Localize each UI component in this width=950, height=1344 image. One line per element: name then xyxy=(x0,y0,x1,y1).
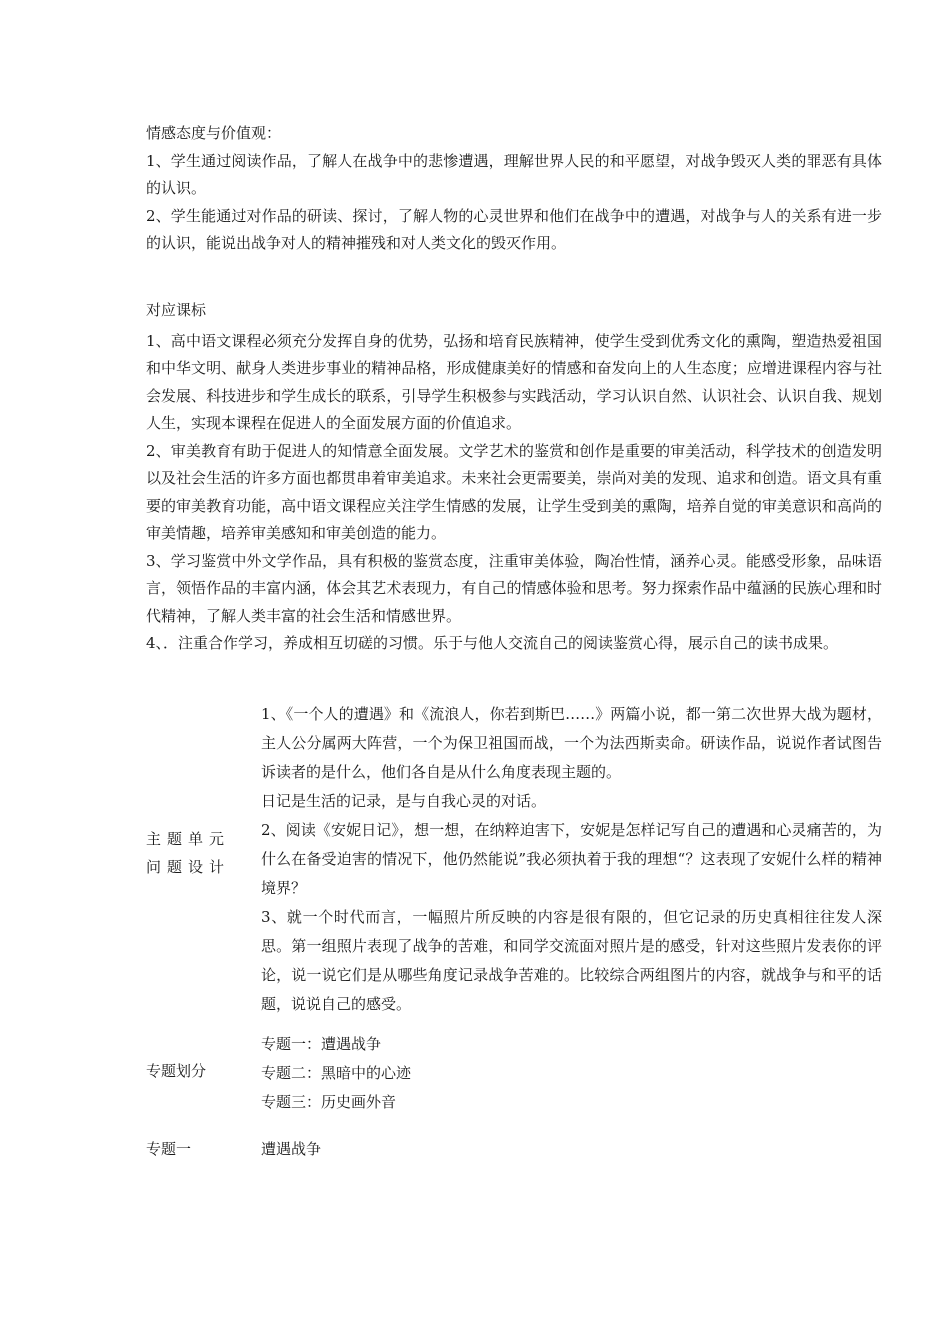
emotion-section xyxy=(146,120,882,258)
topic-item-1: 专题一：遭遇战争 xyxy=(261,1035,382,1053)
standards-item-2: 2、审美教育有助于促进人的知情意全面发展。文学艺术的鉴赏和创作是重要的审美活动，科学技术的创造发明以及社会生活的许多方面也都贯串着审美追求。未来社会更需要美，崇尚对美的发现、追求和创造。语文具有重要的审美教育功能，高中语文课程应关注学生情感的发展，让学生受到美的熏陶，培养自觉的审美意识和高尚的审美情趣，培养审美感知和审美创造的能力。 xyxy=(146,441,882,542)
topic-one-label: 专题一 xyxy=(146,1140,192,1158)
standards-section xyxy=(146,297,882,658)
diary-note: 日记是生活的记录，是与自我心灵的对话。 xyxy=(261,792,547,810)
topic-item-2: 专题二：黑暗中的心迹 xyxy=(261,1064,412,1082)
emotion-item-1: 1、学生通过阅读作品，了解人在战争中的悲惨遭遇，理解世界人民的和平愿望，对战争毁灭人类的罪恶有具体的认识。 xyxy=(146,151,882,197)
question-item-2: 2、阅读《安妮日记》，想一想，在纳粹迫害下，安妮是怎样记写自己的遭遇和心灵痛苦的，为什么在备受迫害的情况下，他仍然能说”我必须执着于我的理想“？这表现了安妮什么样的精神境界？ xyxy=(261,821,882,897)
unit-questions-content xyxy=(261,700,882,1019)
topic-division-label: 专题划分 xyxy=(146,1062,207,1080)
standards-item-4: 4、．注重合作学习，养成相互切磋的习惯。乐于与他人交流自己的阅读鉴赏心得，展示自己的读书成果。 xyxy=(146,634,839,652)
standards-heading: 对应课标 xyxy=(146,301,207,319)
question-item-3: 3、就一个时代而言，一幅照片所反映的内容是很有限的，但它记录的历史真相往往发人深思。第一组照片表现了战争的苦难，和同学交流面对照片是的感受，针对这些照片发表你的评论，说一说它们是从哪些角度记录战争苦难的。比较综合两组图片的内容，就战争与和平的话题，说说自己的感受。 xyxy=(261,908,882,1013)
topic-one-value: 遭遇战争 xyxy=(261,1140,322,1158)
question-item-1: 1、《一个人的遭遇》和《流浪人，你若到斯巴……》两篇小说，都一第二次世界大战为题材，主人公分属两大阵营，一个为保卫祖国而战，一个为法西斯卖命。研读作品，说说作者试图告诉读者的是什么，他们各自是从什么角度表现主题的。 xyxy=(261,705,882,781)
topic-item-3: 专题三：历史画外音 xyxy=(261,1093,397,1111)
emotion-item-2: 2、学生能通过对作品的研读、探讨，了解人物的心灵世界和他们在战争中的遭遇，对战争与人的关系有进一步的认识，能说出战争对人的精神摧残和对人类文化的毁灭作用。 xyxy=(146,206,882,252)
standards-item-3: 3、学习鉴赏中外文学作品，具有积极的鉴赏态度，注重审美体验，陶冶性情，涵养心灵。能感受形象，品味语言，领悟作品的丰富内涵，体会其艺术表现力，有自己的情感体验和思考。努力探索作品中蕴涵的民族心理和时代精神，了解人类丰富的社会生活和情感世界。 xyxy=(146,551,882,625)
topic-division-list xyxy=(261,1030,882,1117)
emotion-heading: 情感态度与价值观： xyxy=(146,124,282,142)
unit-questions-label: 主题单元问题设计 xyxy=(146,830,231,876)
standards-item-1: 1、高中语文课程必须充分发挥自身的优势，弘扬和培育民族精神，使学生受到优秀文化的熏陶，塑造热爱祖国和中华文明、献身人类进步事业的精神品格，形成健康美好的情感和奋发向上的人生态度；应增进课程内容与社会发展、科技进步和学生成长的联系，引导学生积极参与实践活动，学习认识自然、认识社会、认识自我、规划人生，实现本课程在促进人的全面发展方面的价值追求。 xyxy=(146,331,882,432)
